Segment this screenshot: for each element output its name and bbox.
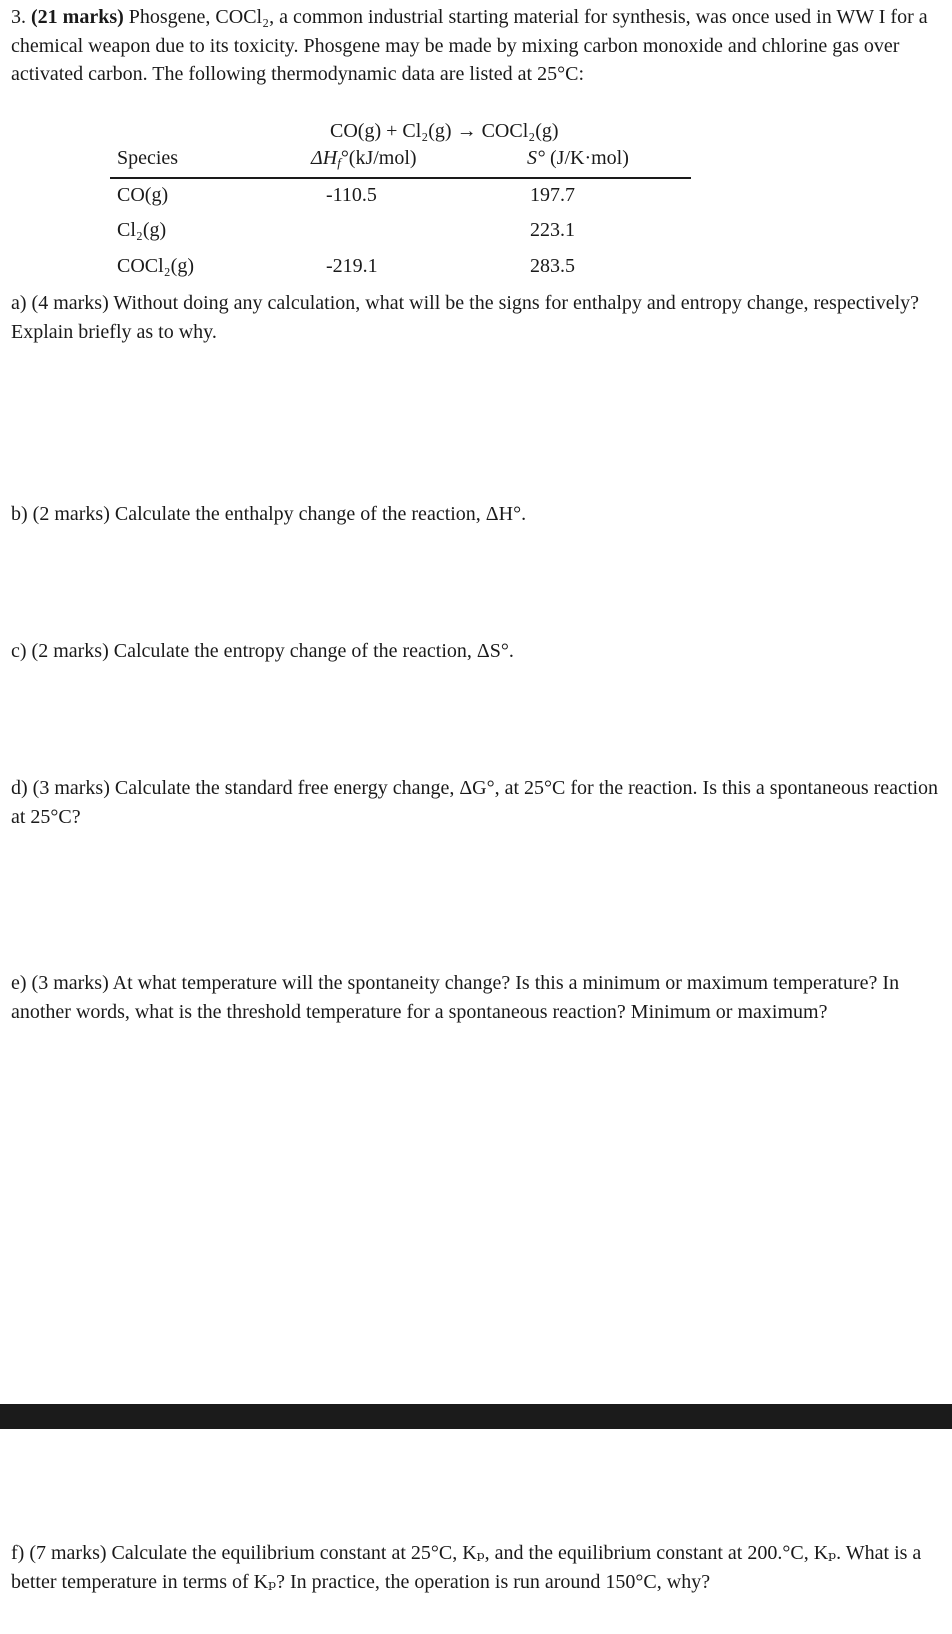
question-text: Phosgene, COCl₂, a common industrial starting material for synthesis, was once used in WW I for a chemical weapon due to its toxicity. Phosgene may be made by mixing carbon monoxide and chlorine gas over activated carbon. The following thermodynamic data are listed at 25°C:	[11, 6, 928, 85]
header-enthalpy: $\Delta H_f^\circ(kJ/mol)$	[311, 147, 417, 170]
question-marks: (21 marks)	[31, 6, 124, 28]
part-d: d) (3 marks) Calculate the standard free energy change, ΔG°, at 25°C for the reaction. Is this a spontaneous reaction at 25°C?	[11, 777, 939, 828]
part-b: b) (2 marks) Calculate the enthalpy change of the reaction, ΔH°.	[11, 503, 527, 525]
row-species: CO(g)	[117, 184, 169, 206]
row-species: COCl₂(g)	[117, 255, 194, 277]
header-entropy: S° (J/K·mol)	[527, 147, 629, 169]
table-rule	[110, 177, 691, 179]
header-species: Species	[117, 147, 179, 169]
row-enthalpy: -219.1	[326, 255, 378, 277]
reaction-equation: CO(g) + Cl₂(g) → COCl₂(g)	[330, 120, 559, 142]
part-e: e) (3 marks) At what temperature will the spontaneity change? Is this a minimum or maximum temperature? In another words, what is the threshold temperature for a spontaneous reaction? Minimum or maximum?	[11, 972, 900, 1023]
row-species: Cl₂(g)	[117, 219, 167, 241]
row-entropy: 197.7	[530, 184, 575, 206]
part-a: a) (4 marks) Without doing any calculation, what will be the signs for enthalpy and entropy change, respectively? Explain briefly as to why.	[11, 292, 919, 343]
part-c: c) (2 marks) Calculate the entropy change of the reaction, ΔS°.	[11, 640, 514, 662]
row-enthalpy: -110.5	[326, 184, 377, 206]
question-intro	[11, 3, 941, 89]
question-number: 3.	[11, 6, 26, 28]
row-entropy: 223.1	[530, 219, 575, 241]
redaction-bar	[0, 1404, 952, 1429]
part-f: f) (7 marks) Calculate the equilibrium constant at 25°C, Kₚ, and the equilibrium constant at 200.°C, Kₚ. What is a better temperature in terms of Kₚ? In practice, the operation is run around 150°C, why?	[11, 1542, 922, 1593]
row-entropy: 283.5	[530, 255, 575, 277]
